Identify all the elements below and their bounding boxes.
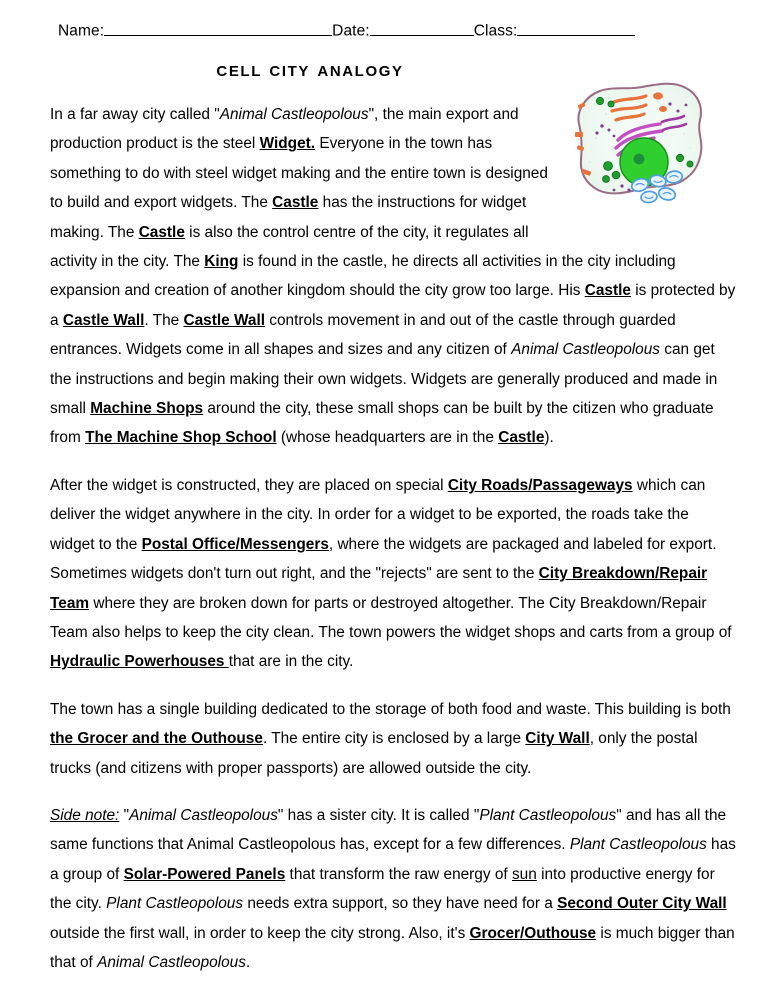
term-castle-4: Castle <box>498 429 545 447</box>
city-name-plant-3: Plant Castleopolous <box>106 895 244 913</box>
city-name-plant-1: Plant Castleopolous <box>479 806 617 824</box>
p4-text-10: . <box>245 953 251 971</box>
term-castle-2: Castle <box>138 223 185 241</box>
term-powerhouses: Hydraulic Powerhouses <box>50 653 229 671</box>
p4-text-1: " <box>119 806 130 824</box>
student-info-line <box>58 20 720 42</box>
paragraph-2 <box>50 471 736 677</box>
term-city-roads: City Roads/Passageways <box>447 476 633 494</box>
city-name-animal-4: Animal Castleopolous <box>97 953 246 971</box>
term-city-wall: City Wall <box>525 730 590 748</box>
p1-text-12: (whose headquarters are in the <box>276 429 499 447</box>
p1-text-4: has the instructions for widget making. The <box>50 194 527 241</box>
p4-text-6: into productive energy for the city. <box>50 865 715 913</box>
p4-text-8: outside the first wall, in order to keep the city strong. Also, it's <box>50 924 470 942</box>
p2-text-5: that are in the city. <box>228 653 354 671</box>
term-machine-shops: Machine Shops <box>90 400 204 418</box>
name-blank[interactable] <box>104 20 332 36</box>
term-repair-team: City Breakdown/Repair Team <box>50 565 708 612</box>
term-grocer-outhouse: the Grocer and the Outhouse <box>50 730 263 748</box>
city-name-animal-2: Animal Castleopolous <box>511 341 660 359</box>
p3-text-2: . The entire city is enclosed by a large <box>262 730 526 748</box>
city-name-plant-2: Plant Castleopolous <box>569 836 707 854</box>
term-solar-panels: Solar-Powered Panels <box>123 865 286 883</box>
class-label: Class: <box>473 22 518 40</box>
p4-text-3: " and has all the same functions that Animal Castleopolous has, except for a few differences. <box>50 806 727 854</box>
image-wrap-spacer <box>556 100 736 218</box>
term-widget: Widget. <box>259 135 316 153</box>
p1-text-2: ", the main export and production product is the steel <box>50 106 519 153</box>
paragraph-1 <box>50 100 736 453</box>
p2-text-1: After the widget is constructed, they are placed on special <box>50 476 448 494</box>
term-castle-1: Castle <box>272 194 319 212</box>
p1-text-7: is protected by a <box>50 282 736 329</box>
term-machine-shop-school: The Machine Shop School <box>85 429 277 447</box>
paragraph-3 <box>50 695 736 783</box>
p1-text-11: around the city, these small shops can be built by the citizen who graduate from <box>50 400 714 447</box>
term-grocer-outhouse-plant: Grocer/Outhouse <box>469 924 597 942</box>
p1-text-10: can get the instructions and begin making their own widgets. Widgets are generally produced and made in small <box>50 341 718 418</box>
p2-text-3: , where the widgets are packaged and labeled for export. Sometimes widgets don't turn out right, and the "rejects" are sent to the <box>50 535 717 583</box>
city-name-animal-1: Animal Castleopolous <box>219 106 369 123</box>
p3-text-3: , only the postal trucks (and citizens with proper passports) are allowed outside the city. <box>50 730 698 777</box>
p2-text-4: where they are broken down for parts or destroyed altogether. The City Breakdown/Repair Team also helps to keep the city clean. The town powers the widget shops and carts from a group of <box>50 594 732 641</box>
term-castle-wall-2: Castle Wall <box>183 311 266 329</box>
p1-text-9: controls movement in and out of the castle through guarded entrances. Widgets come in all shapes and sizes and any citizen of <box>50 311 676 359</box>
p1-text-5: is also the control centre of the city, it regulates all activity in the city. The <box>50 223 529 271</box>
p1-text-13: ). <box>544 429 554 447</box>
term-postal-office: Postal Office/Messengers <box>141 535 329 553</box>
p4-text-4: has a group of <box>50 836 736 883</box>
p4-text-5: that transform the raw energy of <box>285 865 512 883</box>
date-label: Date: <box>332 22 370 40</box>
term-castle-3: Castle <box>584 282 631 300</box>
p1-text-3: Everyone in the town has something to do with steel widget making and the entire town is designed to build and export widgets. The <box>50 135 548 212</box>
paragraph-4-side-note <box>50 801 736 977</box>
side-note-label: Side note: <box>50 806 120 824</box>
p4-text-9: is much bigger than that of <box>50 924 735 971</box>
p1-text-6: is found in the castle, he directs all activities in the city including expansion and creation of another kingdom should the city grow too large. His <box>50 253 676 300</box>
page-title: cell city analogy <box>216 58 404 81</box>
p2-text-2: which can deliver the widget anywhere in the city. In order for a widget to be exported, the roads take the widget to the <box>50 476 706 553</box>
date-blank[interactable] <box>370 20 474 36</box>
term-king: King <box>204 253 239 271</box>
worksheet-body <box>50 100 736 977</box>
p4-text-7: needs extra support, so they have need for a <box>243 895 558 913</box>
term-castle-wall-1: Castle Wall <box>62 311 145 329</box>
term-sun: sun <box>511 865 537 883</box>
city-name-animal-3: Animal Castleopolous <box>129 806 278 824</box>
term-second-outer-wall: Second Outer City Wall <box>557 895 727 913</box>
p4-text-2: " has a sister city. It is called " <box>277 806 480 824</box>
name-label: Name: <box>58 22 105 40</box>
p1-text-1: In a far away city called " <box>50 106 220 123</box>
p1-text-8: . The <box>144 311 184 329</box>
p3-text-1: The town has a single building dedicated to the storage of both food and waste. This building is both <box>50 700 731 718</box>
class-blank[interactable] <box>517 20 635 36</box>
